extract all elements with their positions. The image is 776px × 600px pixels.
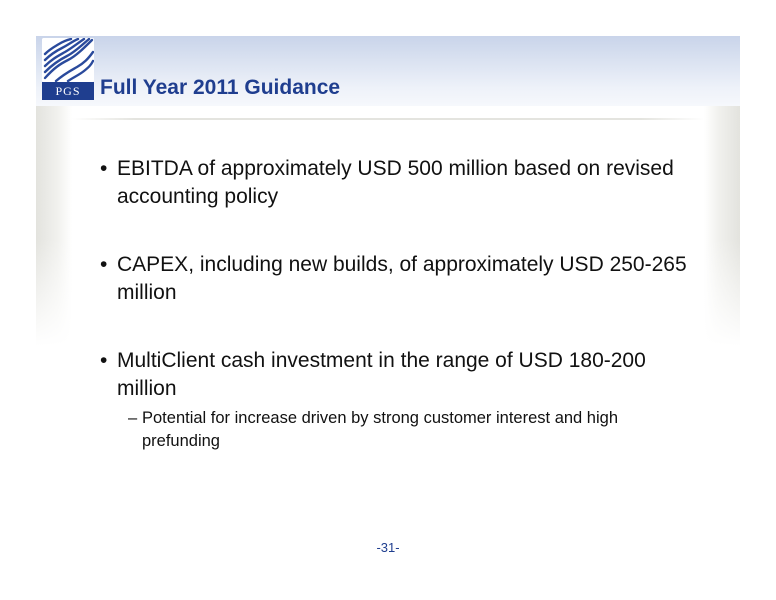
slide-title: Full Year 2011 Guidance xyxy=(100,76,341,99)
bullet-text: MultiClient cash investment in the range of USD 180-200 million xyxy=(117,349,646,400)
bullet-text: EBITDA of approximately USD 500 million based on revised accounting policy xyxy=(117,157,674,208)
header-divider xyxy=(72,118,704,120)
pgs-logo xyxy=(42,38,94,100)
bullet-marker: • xyxy=(100,349,108,372)
sub-bullet-marker: – xyxy=(128,409,138,427)
sub-bullet-increase xyxy=(128,407,690,453)
bullet-capex xyxy=(100,251,690,307)
bullet-list xyxy=(100,155,690,453)
left-side-shade-fade xyxy=(36,106,72,346)
bullet-ebitda xyxy=(100,155,690,211)
right-side-shade-fade xyxy=(704,106,740,346)
bullet-text: CAPEX, including new builds, of approximately USD 250-265 million xyxy=(117,253,687,304)
sub-bullet-text: Potential for increase driven by strong customer interest and high prefunding xyxy=(142,409,619,450)
waves-icon xyxy=(42,38,94,82)
bullet-multiclient xyxy=(100,347,690,403)
logo-wordmark: PGS xyxy=(42,82,94,100)
bullet-marker: • xyxy=(100,253,108,276)
page-number: -31- xyxy=(376,540,400,555)
bullet-marker: • xyxy=(100,157,108,180)
